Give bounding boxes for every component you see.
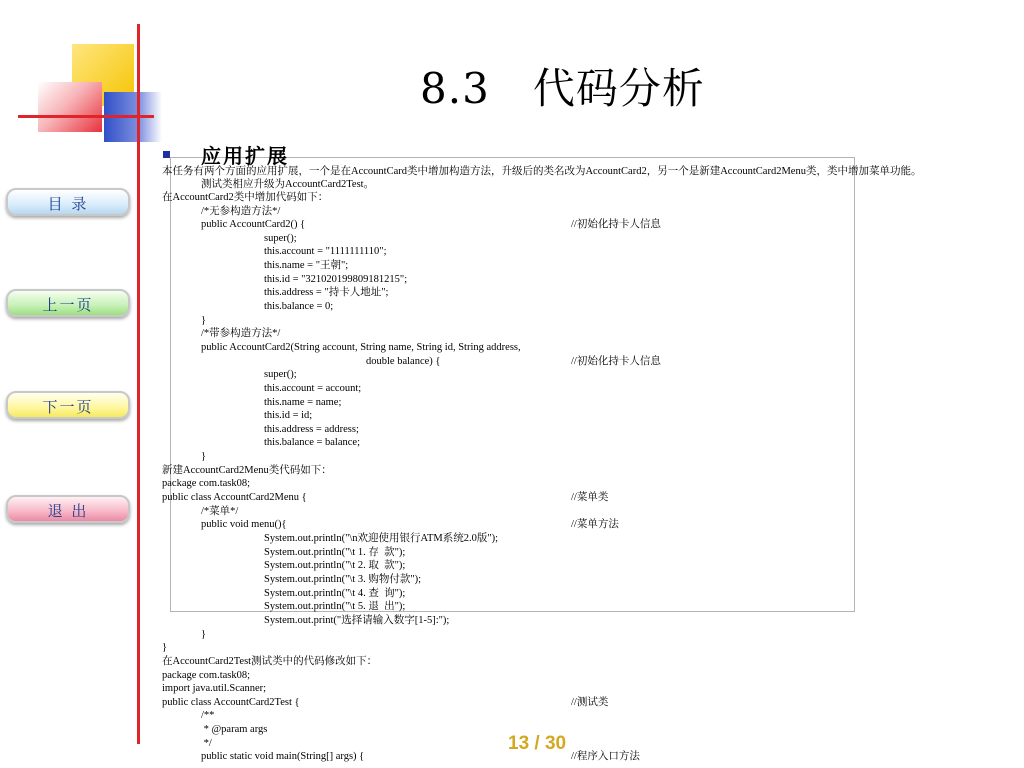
page-number: 13 / 30 (508, 733, 567, 754)
code-comment: //菜单方法 (571, 519, 619, 530)
text-line: 本任务有两个方面的应用扩展，一个是在AccountCard类中增加构造方法，升级后的类名改为AccountCard2，另一个是新建AccountCard2Menu类，类中增加菜单功能。 (162, 166, 922, 177)
code-line: this.id = id; (264, 410, 313, 421)
code-comment: //测试类 (571, 697, 609, 708)
code-line: } (201, 629, 207, 640)
code-line: super(); (264, 233, 297, 244)
code-line: this.address = "持卡人地址"; (264, 287, 389, 298)
code-line: public static void main(String[] args) { (201, 751, 365, 762)
code-line: public AccountCard2(String account, String name, String id, String address, (201, 342, 521, 353)
code-line: this.account = account; (264, 383, 362, 394)
code-line: public void menu(){ (201, 519, 287, 530)
code-comment: //程序入口方法 (571, 751, 640, 762)
code-line: this.id = "321020199809181215"; (264, 274, 408, 285)
code-line: /*带参构造方法*/ (201, 328, 281, 339)
code-line: } (162, 642, 168, 653)
code-line: /*菜单*/ (201, 506, 239, 517)
code-line: /** (201, 710, 215, 721)
bullet-icon (163, 151, 170, 158)
code-line: System.out.println("\n欢迎使用银行ATM系统2.0版"); (264, 533, 499, 544)
text-line: 测试类相应升级为AccountCard2Test。 (201, 179, 375, 190)
code-comment: //菜单类 (571, 492, 609, 503)
code-line: * @param args (201, 724, 268, 735)
code-comment: //初始化持卡人信息 (571, 356, 661, 367)
next-page-button[interactable]: 下一页 (6, 391, 130, 419)
code-line: double balance) { (366, 356, 441, 367)
code-line: } (201, 451, 207, 462)
code-line: public class AccountCard2Test { (162, 697, 300, 708)
slide-title: 8.3 代码分析 (420, 64, 705, 113)
code-line: /*无参构造方法*/ (201, 206, 281, 217)
exit-button[interactable]: 退 出 (6, 495, 130, 523)
code-line: System.out.println("\t 3. 购物付款"); (264, 574, 422, 585)
code-line: super(); (264, 369, 297, 380)
previous-page-button[interactable]: 上一页 (6, 289, 130, 317)
code-line: package com.task08; (162, 670, 251, 681)
menu-button[interactable]: 目 录 (6, 188, 130, 216)
code-line: package com.task08; (162, 478, 251, 489)
section-heading: 应用扩展 (201, 144, 289, 168)
decor-red-square (38, 82, 102, 132)
code-line: import java.util.Scanner; (162, 683, 267, 694)
code-line: System.out.println("\t 2. 取 款"); (264, 560, 406, 571)
code-line: System.out.print("选择请输入数字[1-5]:"); (264, 615, 450, 626)
code-line: System.out.println("\t 4. 查 询"); (264, 588, 406, 599)
code-line: System.out.println("\t 1. 存 款"); (264, 547, 406, 558)
code-line: this.address = address; (264, 424, 359, 435)
code-comment: //初始化持卡人信息 (571, 219, 661, 230)
text-line: 新建AccountCard2Menu类代码如下： (162, 465, 332, 476)
code-line: this.name = "王朝"; (264, 260, 349, 271)
decor-horizontal-line (18, 115, 154, 118)
code-line: this.account = "1111111110"; (264, 246, 387, 257)
code-line: public AccountCard2() { (201, 219, 306, 230)
code-line: public class AccountCard2Menu { (162, 492, 307, 503)
code-line: System.out.println("\t 5. 退 出"); (264, 601, 406, 612)
code-line: this.balance = balance; (264, 437, 361, 448)
decor-vertical-line (137, 24, 140, 744)
text-line: 在AccountCard2Test测试类中的代码修改如下： (162, 656, 378, 667)
code-line: this.balance = 0; (264, 301, 334, 312)
code-line: this.name = name; (264, 397, 342, 408)
text-line: 在AccountCard2类中增加代码如下： (162, 192, 329, 203)
code-line: } (201, 315, 207, 326)
code-line: */ (201, 738, 212, 749)
